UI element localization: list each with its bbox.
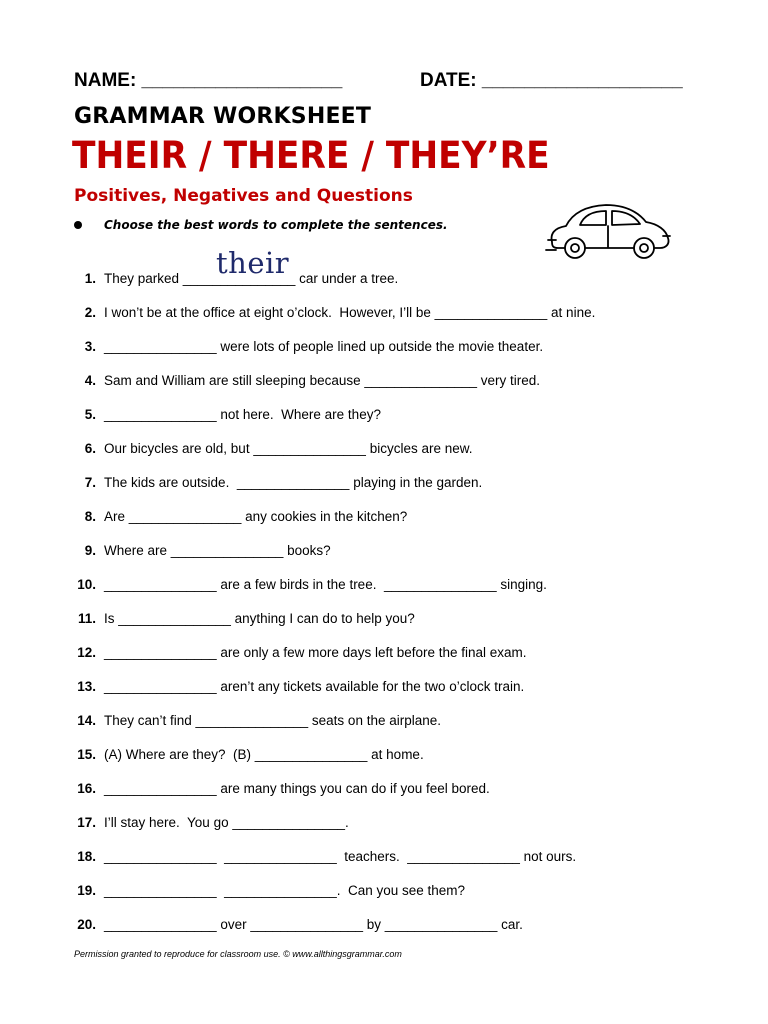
question-item (74, 738, 714, 772)
question-number: 2. (84, 305, 96, 320)
question-text[interactable]: _______________ not here. Where are they? (104, 407, 381, 422)
question-item (74, 330, 714, 364)
question-text[interactable]: (A) Where are they? (B) _______________ at home. (104, 747, 424, 762)
question-number: 13. (77, 679, 96, 694)
handwritten-answer: their (216, 246, 290, 280)
question-number: 5. (84, 407, 96, 422)
question-item (74, 704, 714, 738)
question-text[interactable]: Our bicycles are old, but _______________ bicycles are new. (104, 441, 473, 456)
bullet-icon (74, 221, 82, 229)
question-text[interactable]: _______________ are a few birds in the tree. _______________ singing. (104, 577, 547, 592)
instruction (74, 218, 448, 232)
question-item (74, 432, 714, 466)
page-title: THEIR / THERE / THEY’RE (72, 134, 550, 177)
question-text[interactable]: _______________ _______________. Can you see them? (104, 883, 466, 898)
question-number: 19. (77, 883, 96, 898)
question-text[interactable]: _______________ _______________ teachers. _______________ not ours. (104, 849, 577, 864)
question-item (74, 772, 714, 806)
question-list (74, 246, 714, 942)
question-item (74, 908, 714, 942)
question-number: 18. (77, 849, 96, 864)
question-item (74, 246, 714, 296)
question-number: 11. (77, 611, 96, 626)
page-subtitle: Positives, Negatives and Questions (74, 186, 413, 206)
question-item (74, 670, 714, 704)
question-item (74, 466, 714, 500)
question-text[interactable]: _______________ are only a few more days left before the final exam. (104, 645, 527, 660)
question-text[interactable]: The kids are outside. _______________ playing in the garden. (104, 475, 483, 490)
header-row (74, 70, 704, 100)
question-number: 20. (77, 917, 96, 932)
question-item (74, 840, 714, 874)
question-item (74, 534, 714, 568)
question-text[interactable]: _______________ were lots of people lined up outside the movie theater. (104, 339, 544, 354)
question-number: 15. (77, 747, 96, 762)
question-text[interactable]: I won’t be at the office at eight o’clock. However, I’ll be _______________ at nine. (104, 305, 596, 320)
car-illustration (544, 196, 674, 264)
question-text[interactable]: _______________ are many things you can do if you feel bored. (104, 781, 490, 796)
question-item (74, 602, 714, 636)
question-text[interactable]: I’ll stay here. You go _______________. (104, 815, 349, 830)
question-text[interactable]: Are _______________ any cookies in the kitchen? (104, 509, 408, 524)
question-item (74, 806, 714, 840)
worksheet-label: GRAMMAR WORKSHEET (74, 104, 372, 129)
question-item (74, 296, 714, 330)
question-number: 3. (84, 339, 96, 354)
question-text[interactable]: Where are _______________ books? (104, 543, 331, 558)
date-field[interactable]: DATE: ___________________ (420, 70, 683, 91)
name-field[interactable]: NAME: ___________________ (74, 70, 343, 91)
question-number: 8. (84, 509, 96, 524)
question-text[interactable]: _______________ aren’t any tickets available for the two o’clock train. (104, 679, 525, 694)
question-number: 9. (84, 543, 96, 558)
question-number: 6. (84, 441, 96, 456)
question-text[interactable]: _______________ over _______________ by _______________ car. (104, 917, 523, 932)
question-item (74, 500, 714, 534)
question-text[interactable]: They parked _______________ car under a tree. (104, 271, 399, 286)
question-number: 4. (84, 373, 96, 388)
question-number: 10. (77, 577, 96, 592)
question-number: 1. (84, 271, 96, 286)
question-number: 7. (84, 475, 96, 490)
question-item (74, 636, 714, 670)
question-item (74, 568, 714, 602)
footer-permission: Permission granted to reproduce for classroom use. © www.allthingsgrammar.com (74, 949, 402, 959)
question-number: 14. (77, 713, 96, 728)
question-number: 16. (77, 781, 96, 796)
instruction-text: Choose the best words to complete the sentences. (104, 218, 448, 232)
question-text[interactable]: They can’t find _______________ seats on the airplane. (104, 713, 442, 728)
question-item (74, 398, 714, 432)
question-text[interactable]: Sam and William are still sleeping because _______________ very tired. (104, 373, 541, 388)
question-item (74, 364, 714, 398)
question-text[interactable]: Is _______________ anything I can do to help you? (104, 611, 415, 626)
question-item (74, 874, 714, 908)
question-number: 12. (77, 645, 96, 660)
question-number: 17. (77, 815, 96, 830)
